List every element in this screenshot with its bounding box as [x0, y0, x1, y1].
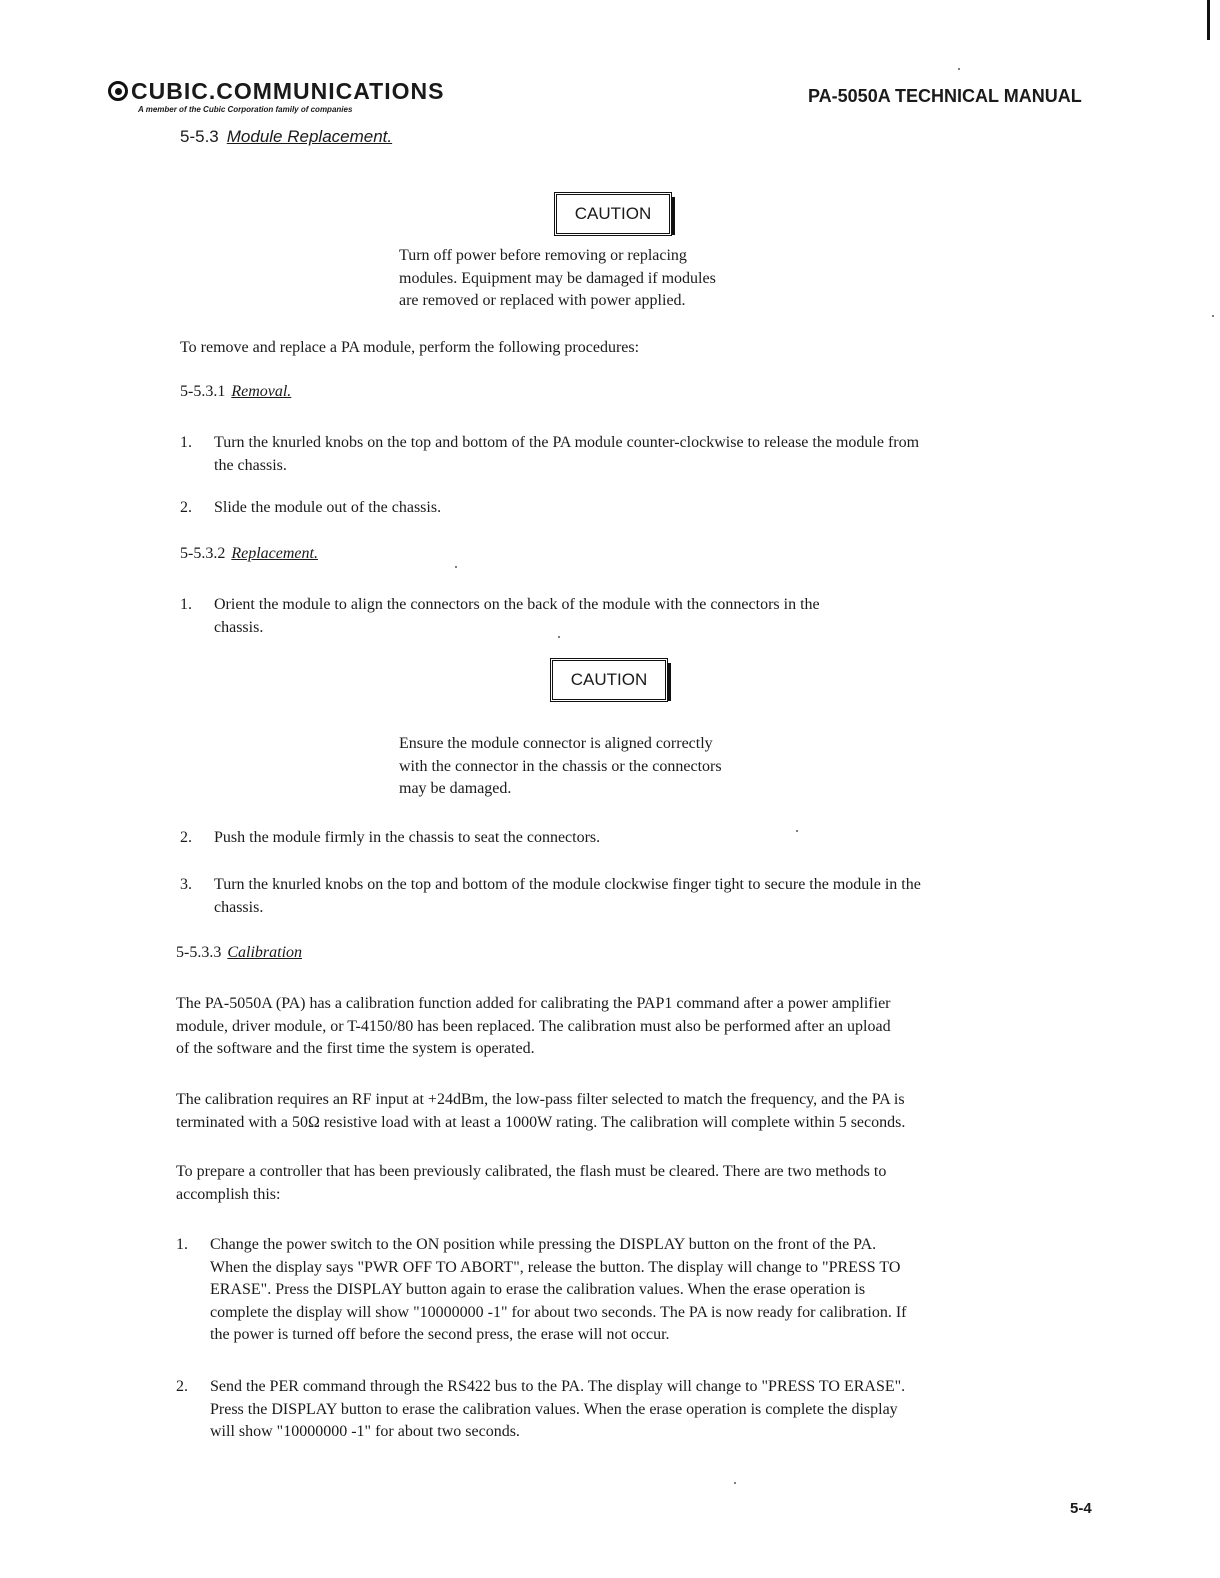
list-item	[176, 1376, 1136, 1444]
scan-speck	[734, 1482, 736, 1484]
list-line: complete the display will show "10000000 -1" for about two seconds. The PA is now ready for calibration. If	[210, 1303, 907, 1321]
scan-edge-mark	[1207, 0, 1210, 40]
list-item	[180, 594, 1140, 639]
paragraph-line: accomplish this:	[176, 1185, 281, 1203]
calibration-paragraph	[176, 1089, 1136, 1134]
section-number: 5-5.3	[180, 127, 219, 146]
list-line: Slide the module out of the chassis.	[214, 499, 442, 516]
subsection-number: 5-5.3.2	[180, 545, 226, 562]
section-heading	[180, 127, 392, 147]
paragraph-line: module, driver module, or T-4150/80 has been replaced. The calibration must also be performed after an upload	[176, 1017, 891, 1035]
list-item	[176, 1234, 1136, 1347]
removal-heading	[180, 383, 291, 401]
caution-line: with the connector in the chassis or the connectors	[399, 757, 722, 775]
intro-text: To remove and replace a PA module, perform the following procedures:	[180, 339, 640, 356]
caution-line: modules. Equipment may be damaged if modules	[399, 269, 716, 287]
caution-line: may be damaged.	[399, 780, 512, 797]
list-line: Change the power switch to the ON position while pressing the DISPLAY button on the front of the PA.	[210, 1236, 877, 1253]
list-line: Press the DISPLAY button to erase the calibration values. When the erase operation is complete the display	[210, 1400, 898, 1418]
list-line: will show "10000000 -1" for about two seconds.	[210, 1423, 520, 1440]
list-line: chassis.	[214, 898, 264, 916]
subsection-number: 5-5.3.1	[180, 383, 226, 400]
list-number: 1.	[180, 434, 192, 451]
list-line: When the display says "PWR OFF TO ABORT", release the button. The display will change to "PRESS TO	[210, 1258, 901, 1276]
subsection-title: Removal.	[231, 383, 292, 400]
list-item	[180, 432, 1140, 477]
list-line: chassis.	[214, 618, 264, 636]
caution-line: are removed or replaced with power applied.	[399, 292, 686, 309]
caution-line: Ensure the module connector is aligned correctly	[399, 735, 713, 752]
list-number: 2.	[180, 499, 192, 516]
caution-text	[399, 245, 716, 313]
company-name: CUBIC.COMMUNICATIONS	[131, 78, 445, 104]
caution-label: CAUTION	[574, 204, 652, 223]
subsection-title: Replacement.	[231, 545, 318, 562]
paragraph-line: The calibration requires an RF input at +24dBm, the low-pass filter selected to match the frequency, and the PA is	[176, 1091, 905, 1108]
list-line: Turn the knurled knobs on the top and bottom of the PA module counter-clockwise to release the module from	[214, 434, 920, 451]
subsection-number: 5-5.3.3	[176, 944, 222, 961]
calibration-paragraph	[176, 1161, 1136, 1206]
list-number: 1.	[176, 1236, 188, 1253]
company-tagline: A member of the Cubic Corporation family of companies	[138, 105, 353, 114]
list-line: Turn the knurled knobs on the top and bottom of the module clockwise finger tight to secure the module in the	[214, 876, 921, 893]
list-line: the power is turned off before the second press, the erase will not occur.	[210, 1326, 670, 1343]
list-line: the chassis.	[214, 456, 287, 474]
paragraph-line: The PA-5050A (PA) has a calibration function added for calibrating the PAP1 command after a power amplifier	[176, 995, 891, 1012]
list-item	[180, 827, 1140, 850]
manual-title: PA-5050A TECHNICAL MANUAL	[808, 86, 1082, 106]
scan-speck	[455, 566, 457, 568]
caution-box	[550, 658, 668, 702]
section-title: Module Replacement.	[226, 127, 393, 146]
replacement-heading	[180, 545, 318, 563]
list-number: 3.	[180, 876, 192, 893]
list-item	[180, 874, 1140, 919]
scan-speck	[1212, 315, 1214, 317]
cubic-logo-icon	[108, 81, 128, 101]
calibration-heading	[176, 944, 302, 962]
list-number: 1.	[180, 596, 192, 613]
list-line: ERASE". Press the DISPLAY button again to erase the calibration values. When the erase operation is	[210, 1281, 866, 1298]
paragraph-line: of the software and the first time the system is operated.	[176, 1040, 535, 1057]
company-logo	[108, 80, 444, 102]
page-number: 5-4	[1070, 1500, 1092, 1517]
subsection-title: Calibration	[227, 944, 303, 961]
caution-box	[554, 192, 672, 236]
caution-text	[399, 733, 722, 801]
list-line: Push the module firmly in the chassis to seat the connectors.	[214, 829, 601, 846]
list-number: 2.	[180, 829, 192, 846]
list-line: Orient the module to align the connectors on the back of the module with the connectors in the	[214, 596, 820, 613]
list-item	[180, 497, 1140, 520]
paragraph-line: To prepare a controller that has been previously calibrated, the flash must be cleared. There are two methods to	[176, 1163, 887, 1180]
scan-speck	[958, 68, 960, 70]
caution-label: CAUTION	[570, 670, 648, 689]
list-line: Send the PER command through the RS422 bus to the PA. The display will change to "PRESS TO ERASE".	[210, 1378, 906, 1395]
list-number: 2.	[176, 1378, 188, 1395]
paragraph-line: terminated with a 50Ω resistive load with at least a 1000W rating. The calibration will complete within 5 seconds.	[176, 1113, 906, 1131]
calibration-paragraph	[176, 993, 1136, 1061]
caution-line: Turn off power before removing or replacing	[399, 247, 687, 264]
